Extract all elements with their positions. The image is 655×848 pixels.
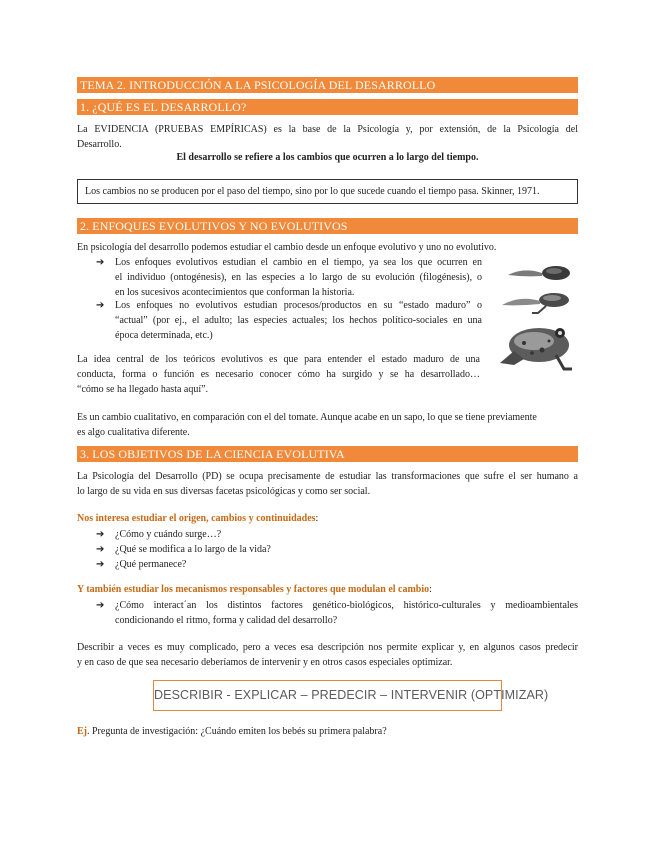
central-idea-paragraph xyxy=(77,352,480,397)
objectives-steps-box: DESCRIBIR - EXPLICAR – PREDECIR – INTERVENIR (OPTIMIZAR) xyxy=(153,680,502,711)
text-line: La idea central de los teóricos evolutivos es que para entender el estado maduro de una xyxy=(77,354,480,365)
arrow-bullet-icon: ➔ xyxy=(96,559,105,570)
text-line: conducta, forma o función es necesario conocer cómo ha surgido y se ha desarrollado… xyxy=(77,369,480,380)
text-line: En psicología del desarrollo podemos estudiar el cambio desde un enfoque evolutivo y uno no evolutivo. xyxy=(77,242,497,253)
section-2-intro xyxy=(77,240,496,255)
describe-paragraph xyxy=(77,640,578,670)
text-line: Los enfoques evolutivos estudian el cambio en el tiempo, ya sea los que ocurren en xyxy=(115,257,482,268)
text-line: época determinada, etc.) xyxy=(115,330,213,341)
tema-title-bar: TEMA 2. INTRODUCCIÓN A LA PSICOLOGÍA DEL DESARROLLO xyxy=(77,77,578,93)
text-line: “actual” (por ej., el adulto; las especies actuales; los hechos político-sociales en una xyxy=(115,315,482,326)
interest-question xyxy=(115,542,271,557)
heading-colon: : xyxy=(315,513,319,524)
section-3-heading: 3. LOS OBJETIVOS DE LA CIENCIA EVOLUTIVA xyxy=(77,446,578,462)
interest-heading xyxy=(77,511,318,526)
tadpole-legs-icon xyxy=(502,293,569,313)
skinner-quote-box: Los cambios no se producen por el paso del tiempo, sino por lo que sucede cuando el tiempo pasa. Skinner, 1971. xyxy=(77,179,578,204)
interest-question xyxy=(115,527,221,542)
section-1-intro xyxy=(77,122,578,152)
tadpole-icon xyxy=(508,266,570,280)
text-line: Los enfoques no evolutivos estudian procesos/productos en su “estado maduro” o xyxy=(115,300,482,311)
tadpole-to-frog-icon xyxy=(494,255,580,375)
arrow-bullet-icon: ➔ xyxy=(96,544,105,555)
text-line: es algo cualitativa diferente. xyxy=(77,427,190,438)
arrow-bullet-icon: ➔ xyxy=(96,257,105,268)
mechanisms-question xyxy=(115,598,578,628)
text-line: ¿Qué se modifica a lo largo de la vida? xyxy=(115,544,271,555)
arrow-bullet-icon: ➔ xyxy=(96,300,105,311)
evolutive-bullet xyxy=(115,255,482,300)
section-2-heading: 2. ENFOQUES EVOLUTIVOS Y NO EVOLUTIVOS xyxy=(77,218,578,234)
example-text: . Pregunta de investigación: ¿Cuándo emiten los bebés su primera palabra? xyxy=(87,726,387,737)
definition-statement: El desarrollo se refiere a los cambios que ocurren a lo largo del tiempo. xyxy=(176,152,479,163)
non-evolutive-bullet xyxy=(115,298,482,343)
mechanisms-heading-text: Y también estudiar los mecanismos responsables y factores que modulan el cambio xyxy=(77,584,430,595)
text-line: lo largo de su vida en sus diversas facetas psicológicas y como ser social. xyxy=(77,486,371,497)
research-question-example xyxy=(77,725,387,739)
text-line: Es un cambio cualitativo, en comparación con el del tomate. Aunque acabe en un sapo, lo que se tiene previamente xyxy=(77,412,537,423)
text-line: La EVIDENCIA (PRUEBAS EMPÍRICAS) es la base de la Psicología y, por extensión, de la Psicología del xyxy=(77,124,578,135)
text-line: La Psicología del Desarrollo (PD) se ocupa precisamente de estudiar las transformaciones que sufre el ser humano a xyxy=(77,471,578,482)
interest-heading-text: Nos interesa estudiar el origen, cambios y continuidades xyxy=(77,513,316,524)
text-line: ¿Cómo y cuándo surge…? xyxy=(115,529,222,540)
text-line: “cómo se ha llegado hasta aquí”. xyxy=(77,384,209,395)
arrow-bullet-icon: ➔ xyxy=(96,600,105,611)
heading-colon: : xyxy=(429,584,432,595)
interest-question xyxy=(115,557,186,572)
frog-icon xyxy=(500,328,572,369)
text-line: condicionando el ritmo, forma y calidad del desarrollo? xyxy=(115,615,338,626)
text-line: ¿Cómo interact´an los distintos factores genético-biológicos, histórico-culturales y medioambientales xyxy=(115,600,578,611)
text-line: ¿Qué permanece? xyxy=(115,559,187,570)
qualitative-change-paragraph xyxy=(77,410,578,440)
text-line: y en caso de que sea necesario deberíamos de intervenir y en otros casos especiales optimizar. xyxy=(77,657,453,668)
text-line: Desarrollo. xyxy=(77,139,122,150)
mechanisms-heading xyxy=(77,582,432,597)
text-line: en los sucesivos acontecimientos que conforman la historia. xyxy=(115,287,355,298)
example-label: Ej xyxy=(77,726,87,737)
text-line: Describir a veces es muy complicado, pero a veces esa descripción nos permite explicar y, en algunos casos predecir xyxy=(77,642,578,653)
section-1-heading: 1. ¿QUÉ ES EL DESARROLLO? xyxy=(77,99,578,115)
section-3-intro xyxy=(77,469,578,499)
arrow-bullet-icon: ➔ xyxy=(96,529,105,540)
text-line: el individuo (ontogénesis), en las especies a lo largo de su evolución (filogénesis), o xyxy=(115,272,482,283)
